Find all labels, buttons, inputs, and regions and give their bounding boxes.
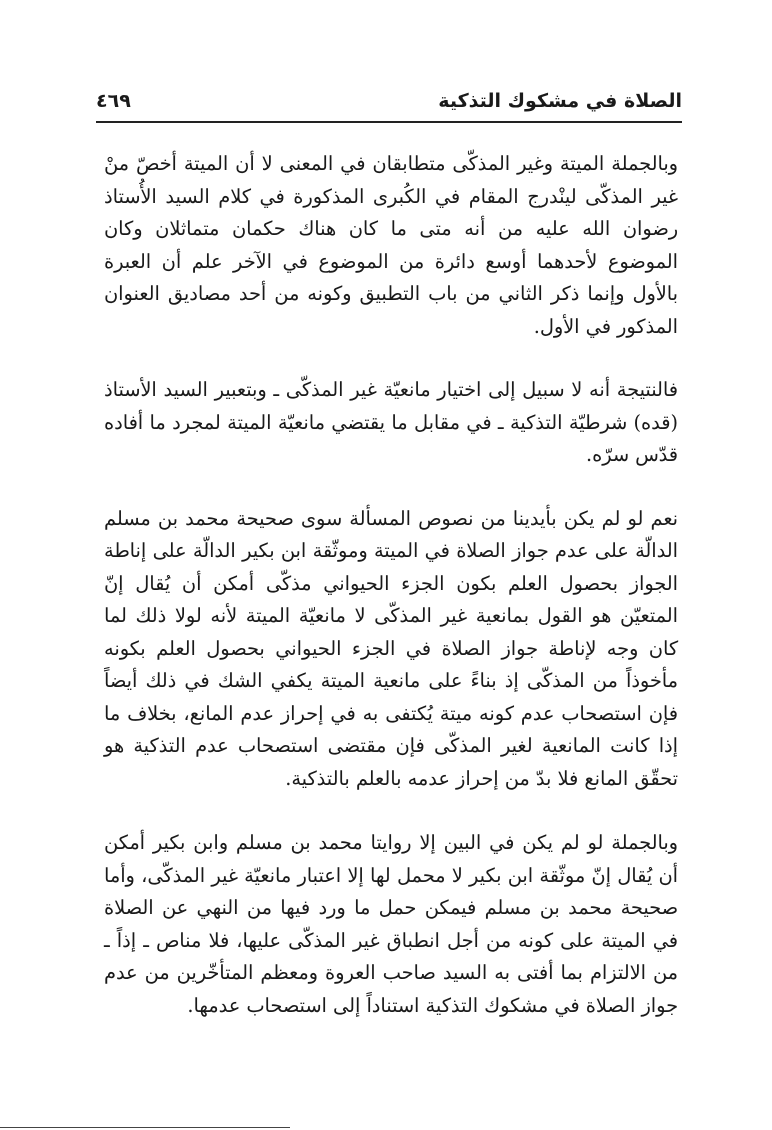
running-header — [96, 88, 682, 118]
running-title: الصلاة في مشكوك التذكية — [438, 90, 682, 112]
paragraph-2: فالنتيجة أنه لا سبيل إلى اختيار مانعيّة غير المذكّى ـ وبتعبير السيد الأستاذ (قده) شرطيّة التذكية ـ في مقابل ما يقتضي مانعيّة الميتة لمجرد ما أفاده قدّس سرّه. — [104, 378, 678, 466]
footnote-divider — [0, 1127, 290, 1128]
paragraph-3: نعم لو لم يكن بأيدينا من نصوص المسألة سوى صحيحة محمد بن مسلم الدالّة على عدم جواز الصلاة في الميتة وموثّقة ابن بكير الدالّة على إناطة الجواز بحصول العلم بكون الجزء الحيواني مذكّى أمكن أن يُقال إنّ المتعيّن هو القول بمانعية غير المذكّى لا مانعيّة الميتة لأنه لولا ذلك لما كان وجه لإناطة جواز الصلاة في الجزء الحيواني بحصول العلم بكونه مأخوذاً من المذكّى إذ بناءً على مانعية الميتة يكفي الشك في ذلك أيضاً فإن استصحاب عدم كونه ميتة يُكتفى به في إحراز عدم المانع، بخلاف ما إذا كانت المانعية لغير المذكّى فإن مقتضى استصحاب عدم التذكية هو تحقّق المانع فلا بدّ من إحراز عدمه بالعلم بالتذكية. — [104, 506, 678, 790]
page-number: ٤٦٩ — [96, 90, 131, 112]
header-divider — [96, 121, 682, 123]
paragraph-1: وبالجملة الميتة وغير المذكّى متطابقان في المعنى لا أن الميتة أخصّ منْ غير المذكّى لينْدرج المقام في الكُبرى المذكورة في كلام السيد الأُستاذ رضوان الله عليه من أنه متى ما كان هناك حكمان متماثلان وكان الموضوع لأحدهما أوسع دائرة من الموضوع في الآخر علم أن العبرة بالأول وإنما ذكر الثاني من باب التطبيق وكونه من أحد مصاديق العنوان المذكور في الأول. — [104, 152, 678, 338]
body-text — [104, 148, 678, 1022]
paragraph-4: وبالجملة لو لم يكن في البين إلا روايتا محمد بن مسلم وابن بكير أمكن أن يُقال إنّ موثّقة ابن بكير لا محمل لها إلا اعتبار مانعيّة غير المذكّى، وأما صحيحة محمد بن مسلم فيمكن حمل ما ورد فيها من النهي عن الصلاة في الميتة على كونه من أجل انطباق غير المذكّى عليها، فلا مناص ـ إذاً ـ من الالتزام بما أفتى به السيد صاحب العروة ومعظم المتأخّرين من عدم جواز الصلاة في مشكوك التذكية استناداً إلى استصحاب عدمها. — [104, 831, 678, 1017]
